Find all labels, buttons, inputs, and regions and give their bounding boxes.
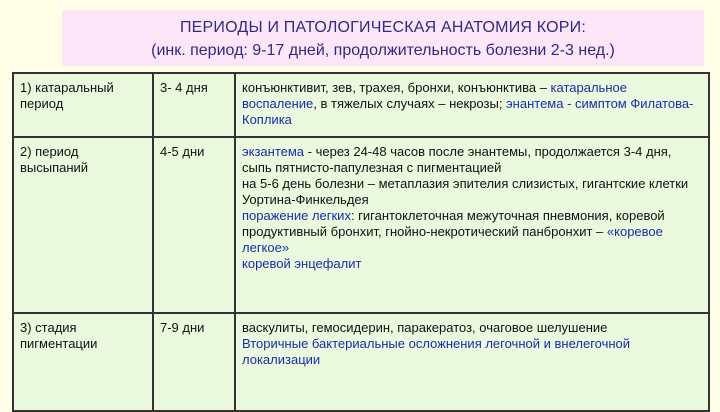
duration-cell: 7-9 дни: [153, 313, 235, 411]
highlight-text: поражение легких: [242, 208, 351, 223]
period-cell: 1) катаральный период: [13, 73, 153, 137]
highlight-text: «коревое легкое»: [242, 224, 663, 255]
highlight-text: катаральное воспаление: [242, 80, 627, 111]
description-line: [242, 144, 702, 176]
page-title: ПЕРИОДЫ И ПАТОЛОГИЧЕСКАЯ АНАТОМИЯ КОРИ:: [179, 19, 587, 36]
description-text: - через 24-48 часов после энантемы, продолжается 3-4 дня, сыпь пятнисто-папулезная с пигментацией: [242, 144, 672, 175]
description-line: Вторичные бактериальные осложнения легочной и внелегочной локализации: [242, 336, 631, 367]
highlight-text: экзантема: [242, 144, 305, 159]
table-row: [13, 137, 709, 313]
table-row: [13, 73, 709, 137]
description-cell: [235, 73, 709, 137]
description-line: на 5-6 день болезни – метаплазия эпителия слизистых, гигантские клетки Уортина-Финкельдея: [242, 176, 689, 207]
description-cell: [235, 313, 709, 411]
title-box: [62, 10, 704, 66]
description-line: васкулиты, гемосидерин, паракератоз, очаговое шелушение: [242, 320, 608, 335]
duration-cell: 3- 4 дня: [153, 73, 235, 137]
description-line: [242, 208, 702, 256]
description-text: конъюнктивит, зев, трахея, бронхи, конъюнктива –: [242, 80, 551, 95]
table-row: [13, 313, 709, 411]
highlight-text: энантема - симптом Филатова-Коплика: [242, 96, 694, 127]
periods-table: [12, 72, 710, 412]
description-line: коревой энцефалит: [242, 256, 362, 271]
period-cell: 3) стадия пигментации: [13, 313, 153, 411]
page-subtitle: (инк. период: 9-17 дней, продолжительность болезни 2-3 нед.): [151, 42, 615, 59]
description-text: : гигантоклеточная межуточная пневмония, коревой продуктивный бронхит, гнойно-некротический панбронхит –: [242, 208, 665, 239]
description-text: , в тяжелых случаях – некрозы;: [313, 96, 507, 111]
duration-cell: 4-5 дни: [153, 137, 235, 313]
description-cell: [235, 137, 709, 313]
period-cell: 2) период высыпаний: [13, 137, 153, 313]
